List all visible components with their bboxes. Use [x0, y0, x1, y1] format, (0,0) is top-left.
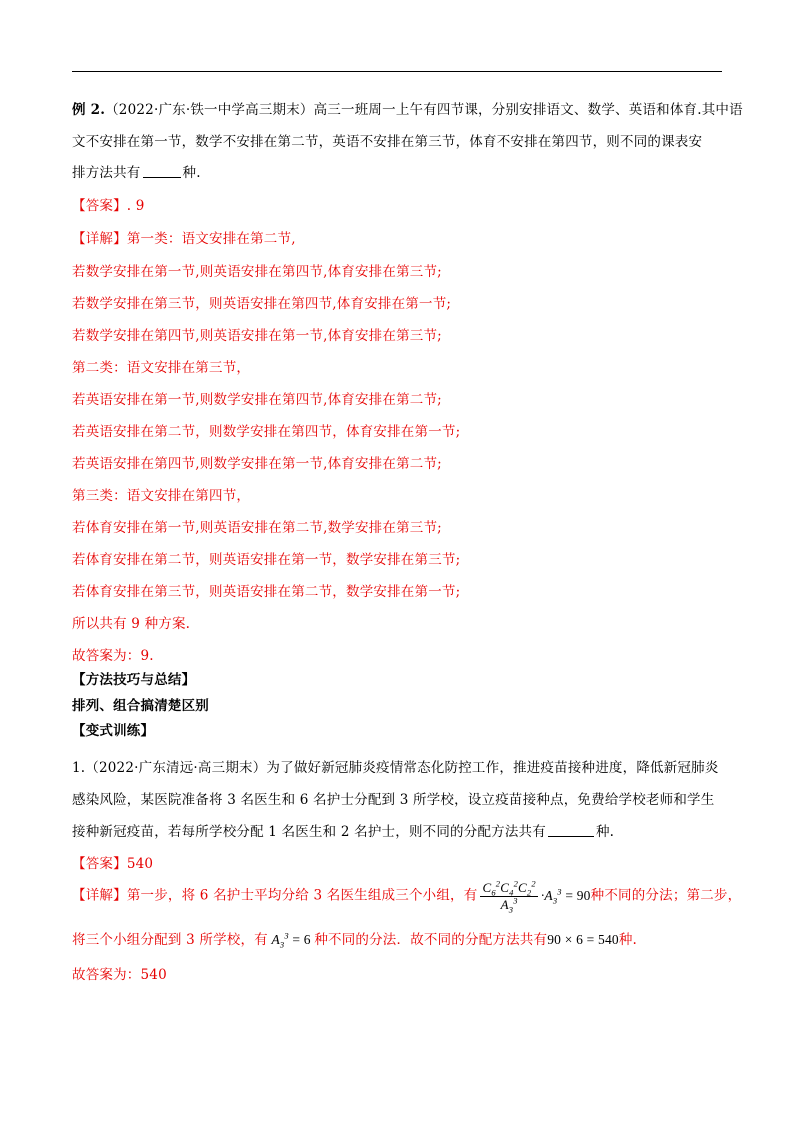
example2-detail-line-11: 若体育安排在第三节，则英语安排在第二节，数学安排在第一节;: [72, 584, 461, 600]
example2-detail-line-6: 若英语安排在第二节，则数学安排在第四节，体育安排在第一节;: [72, 424, 461, 440]
example2-detail-line-10: 若体育安排在第二节，则英语安排在第一节，数学安排在第三节;: [72, 552, 461, 568]
example2-detail-line-8: 第三类：语文安排在第四节，: [72, 488, 251, 504]
method-content: 排列、组合搞清楚区别: [72, 698, 209, 714]
example2-detail-line-4: 第二类：语文安排在第三节，: [72, 360, 251, 376]
exercise1-detail-line1: 【详解】第一步，将 6 名护士平均分给 3 名医生组成三个小组，有 $\frac{C_6^2C_4^2C_2^2}{A_3^3}$ $\cdot A_3^3 = 90$种不同的分法；第二步，: [72, 878, 742, 915]
answer-blank: [548, 824, 594, 837]
combination-formula: $\frac{C_6^2C_4^2C_2^2}{A_3^3}$ $\cdot A_3^3 = 90$: [482, 878, 591, 915]
answer-blank: [143, 165, 181, 178]
exercise1-answer: 【答案】540: [72, 856, 154, 872]
example2-answer: 【答案】. 9: [72, 198, 145, 214]
variant-heading: 【变式训练】: [72, 723, 155, 739]
example-label: 例 2.: [72, 102, 106, 118]
example2-question-line2: 文不安排在第一节，数学不安排在第二节，英语不安排在第三节，体育不安排在第四节，则不同的课表安: [72, 134, 703, 150]
example2-detail-line-13: 故答案为：9.: [72, 648, 154, 664]
example2-detail-line-9: 若体育安排在第一节,则英语安排在第二节,数学安排在第三节;: [72, 520, 442, 536]
exercise1-detail-line2: 将三个小组分配到 3 所学校，有 $A_3^3 = 6$ 种不同的分法．故不同的分配方法共有90 × 6 = 540种.: [72, 930, 638, 950]
exercise1-question-line2: 感染风险，某医院准备将 3 名医生和 6 名护士分配到 3 所学校，设立疫苗接种点，免费给学校老师和学生: [72, 792, 715, 808]
method-heading: 【方法技巧与总结】: [72, 672, 196, 688]
example2-detail-line-2: 若数学安排在第三节，则英语安排在第四节,体育安排在第一节;: [72, 296, 452, 312]
example2-detail-line-12: 所以共有 9 种方案.: [72, 616, 191, 632]
example2-question-line1: 例 2.（2022·广东·铁一中学高三期末）高三一班周一上午有四节课，分别安排语文、数学、英语和体育.其中语: [72, 102, 743, 118]
example2-detail-line-7: 若英语安排在第四节,则数学安排在第一节,体育安排在第二节;: [72, 456, 442, 472]
header-rule: [72, 71, 722, 72]
exercise1-question-line3: 接种新冠疫苗，若每所学校分配 1 名医生和 2 名护士，则不同的分配方法共有 种.: [72, 824, 615, 840]
permutation-formula: $A_3^3 = 6$: [267, 930, 311, 950]
example2-detail-line-3: 若数学安排在第四节,则英语安排在第一节,体育安排在第三节;: [72, 328, 442, 344]
example2-detail-line-5: 若英语安排在第一节,则数学安排在第四节,体育安排在第二节;: [72, 392, 442, 408]
example2-detail-line-1: 若数学安排在第一节,则英语安排在第四节,体育安排在第三节;: [72, 264, 442, 280]
product-formula: 90 × 6 = 540: [547, 932, 619, 947]
exercise1-final: 故答案为：540: [72, 967, 167, 983]
exercise1-question-line1: 1.（2022·广东清远·高三期末）为了做好新冠肺炎疫情常态化防控工作，推进疫苗接种进度，降低新冠肺炎: [72, 760, 719, 776]
example2-detail-line-0: 【详解】第一类：语文安排在第二节,: [72, 231, 296, 247]
example2-question-line3: 排方法共有 种.: [72, 165, 201, 181]
